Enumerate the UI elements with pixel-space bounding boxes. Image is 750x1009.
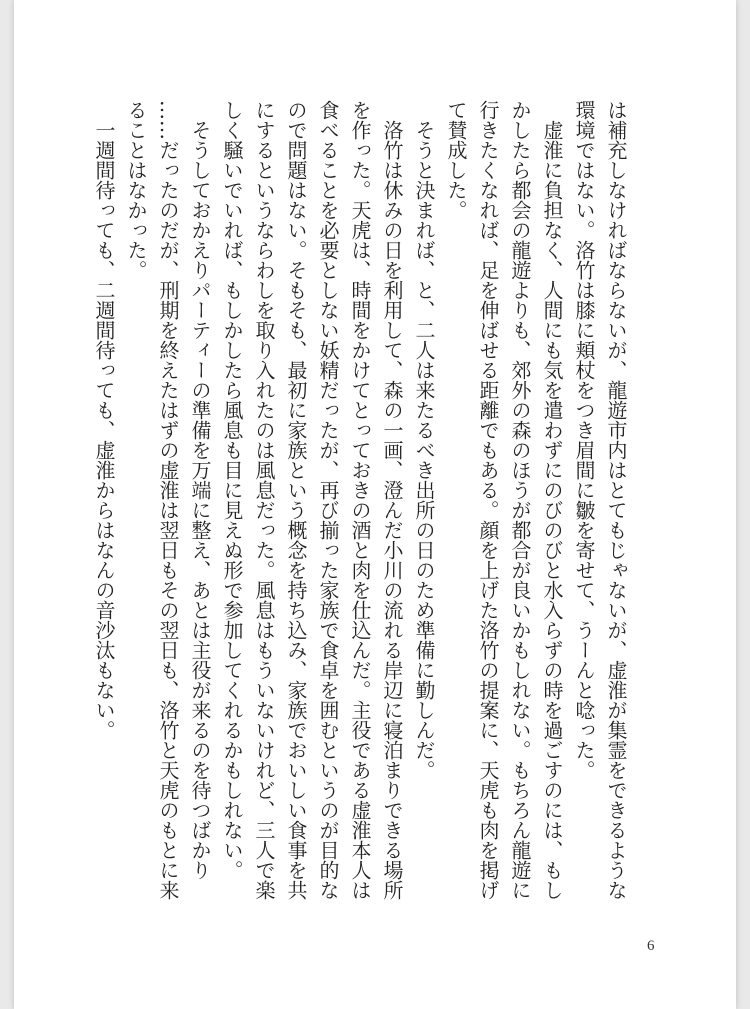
text-line: て賛成した。: [444, 100, 468, 220]
text-line: しく騒いでいれば、もしかしたら風息も目に見えぬ形で参加してくれるかもしれない。: [220, 100, 244, 880]
text-line: は補充しなければならないが、龍遊市内はとてもじゃないが、虚淮が集霊をできるような: [604, 100, 628, 900]
text-line: ……だったのだが、刑期を終えたはずの虚淮は翌日もその翌日も、洛竹と天虎のもとに来: [156, 100, 180, 900]
text-line: 行きたくなれば、足を伸ばせる距離でもある。顔を上げた洛竹の提案に、天虎も肉を掲げ: [476, 100, 500, 900]
text-line: ので問題はない。そもそも、最初に家族という概念を持ち込み、家族でおいしい食事を共: [284, 100, 308, 900]
text-line: ることはなかった。: [124, 100, 148, 280]
text-line: 虚淮に負担なく、人間にも気を遣わずにのびのびと水入らずの時を過ごすのには、もし: [540, 100, 564, 900]
page-number: 6: [647, 938, 655, 954]
text-line: そうと決まれば、と、二人は来たるべき出所の日のため準備に勤しんだ。: [412, 100, 436, 780]
text-line: かしたら都会の龍遊よりも、郊外の森のほうが都合が良いかもしれない。もちろん龍遊に: [508, 100, 532, 900]
text-line: を作った。天虎は、時間をかけてとっておきの酒と肉を仕込んだ。主役である虚淮本人は: [348, 100, 372, 900]
text-line: 一週間待っても、二週間待っても、虚淮からはなんの音沙汰もない。: [92, 100, 116, 740]
text-line: 環境ではない。洛竹は膝に頬杖をつき眉間に皺を寄せて、うーんと唸った。: [572, 100, 596, 780]
text-line: にするというならわしを取り入れたのは風息だった。風息はもういないけれど、三人で楽: [252, 100, 276, 900]
text-line: 洛竹は休みの日を利用して、森の一画、澄んだ小川の流れる岸辺に寝泊まりできる場所: [380, 100, 404, 900]
text-line: 食べることを必要としない妖精だったが、再び揃った家族で食卓を囲むというのが目的な: [316, 100, 340, 900]
book-page: [14, 0, 736, 1009]
text-line: そうしておかえりパーティーの準備を万端に整え、あとは主役が来るのを待つばかり: [188, 100, 212, 880]
vertical-text-body: [88, 100, 632, 900]
